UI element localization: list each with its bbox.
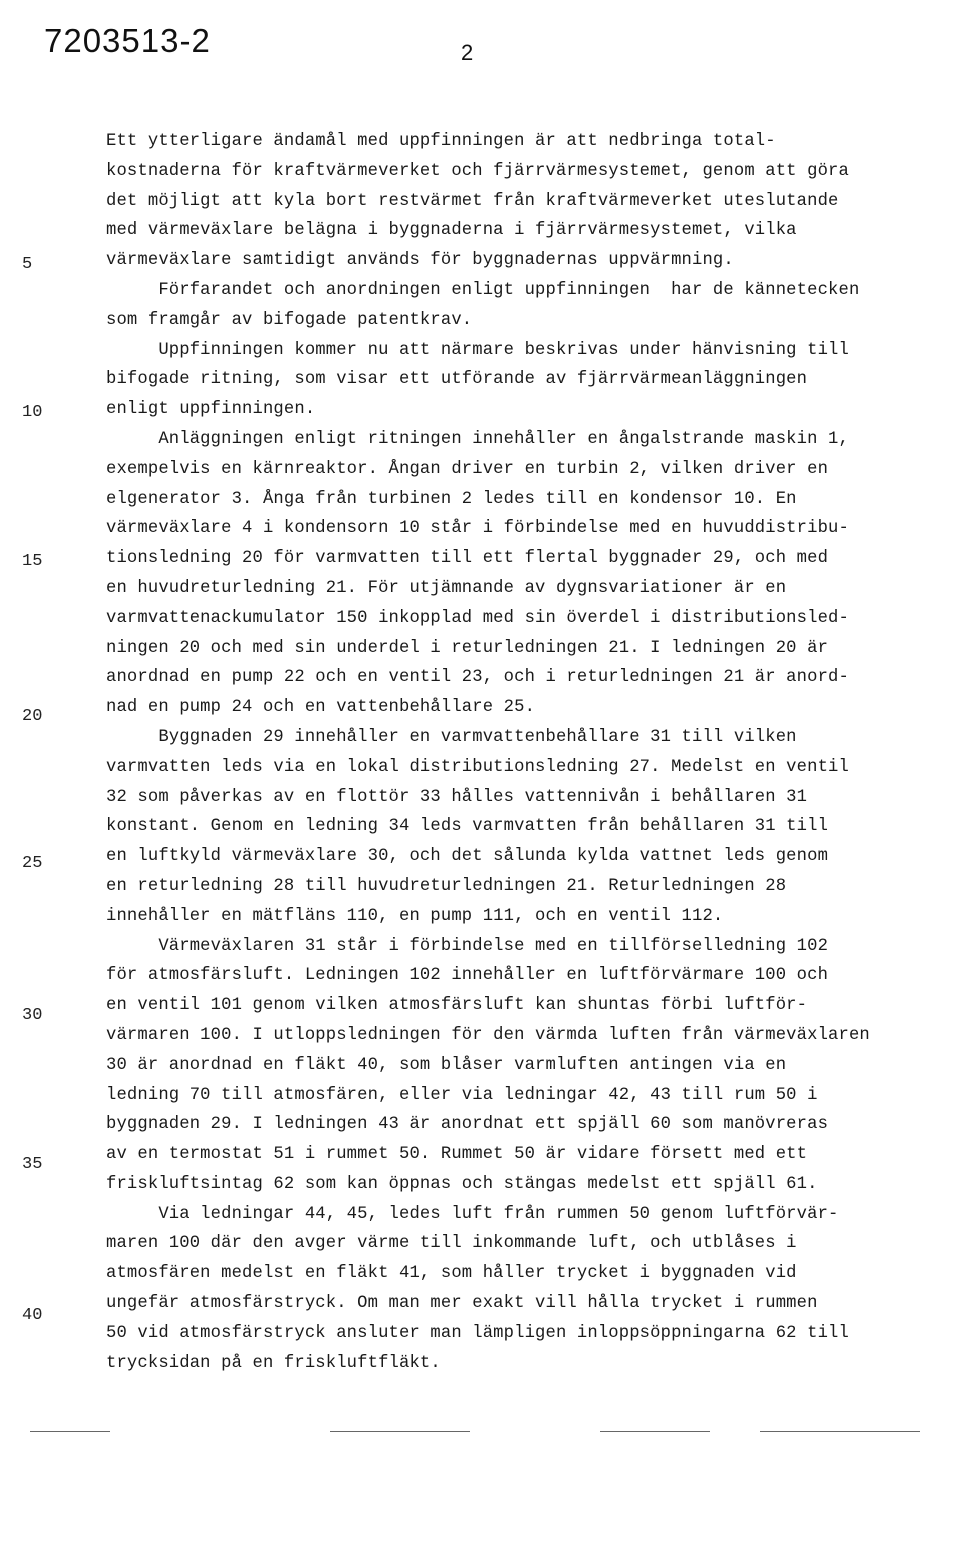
- text-line: friskluftsintag 62 som kan öppnas och stängas medelst ett spjäll 61.: [106, 1174, 818, 1194]
- text-line: bifogade ritning, som visar ett utförande av fjärrvärmeanläggningen: [106, 370, 808, 390]
- text-line: värmeväxlare 4 i kondensorn 10 står i förbindelse med en huvuddistribu-: [106, 519, 849, 539]
- text-line: en ventil 101 genom vilken atmosfärsluft kan shuntas förbi luftför-: [106, 996, 808, 1016]
- text-line: ningen 20 och med sin underdel i returledningen 21. I ledningen 20 är: [106, 638, 829, 658]
- text-line: värmaren 100. I utloppsledningen för den värmda luften från värmeväxlaren: [106, 1025, 870, 1045]
- text-line: byggnaden 29. I ledningen 43 är anordnat ett spjäll 60 som manövreras: [106, 1115, 829, 1135]
- text-line: elgenerator 3. Ånga från turbinen 2 ledes till en kondensor 10. En: [106, 489, 797, 509]
- text-line: värmeväxlare samtidigt används för byggnadernas uppvärmning.: [106, 251, 734, 271]
- text-line: varmvatten leds via en lokal distributionsledning 27. Medelst en ventil: [106, 757, 849, 777]
- text-line: Ett ytterligare ändamål med uppfinningen är att nedbringa total-: [106, 132, 776, 151]
- text-line: en returledning 28 till huvudreturledningen 21. Returledningen 28: [106, 876, 787, 896]
- text-line: enligt uppfinningen.: [106, 400, 316, 420]
- text-line: ungefär atmosfärstryck. Om man mer exakt vill hålla trycket i rummen: [106, 1294, 818, 1314]
- text-line: tionsledning 20 för varmvatten till ett flertal byggnader 29, och med: [106, 549, 829, 569]
- text-line: varmvattenackumulator 150 inkopplad med sin överdel i distributionsled-: [106, 608, 849, 628]
- text-line: atmosfären medelst en fläkt 41, som håller trycket i byggnaden vid: [106, 1264, 797, 1284]
- line-number-15: 15: [22, 552, 43, 571]
- footer-rule: [30, 1431, 110, 1433]
- footer-rule: [330, 1431, 470, 1433]
- text-line: som framgår av bifogade patentkrav.: [106, 310, 473, 330]
- text-line: det möjligt att kyla bort restvärmet från kraftvärmeverket uteslutande: [106, 191, 839, 211]
- line-number-30: 30: [22, 1006, 43, 1025]
- text-line: 50 vid atmosfärstryck ansluter man lämpligen inloppsöppningarna 62 till: [106, 1323, 849, 1343]
- line-number-35: 35: [22, 1155, 43, 1174]
- text-line: anordnad en pump 22 och en ventil 23, och i returledningen 21 är anord-: [106, 668, 849, 688]
- text-line: 30 är anordnad en fläkt 40, som blåser varmluften antingen via en: [106, 1055, 787, 1075]
- text-line: maren 100 där den avger värme till inkommande luft, och utblåses i: [106, 1234, 797, 1254]
- text-line: Förfarandet och anordningen enligt uppfinningen har de kännetecken: [106, 280, 860, 300]
- footer-rule: [600, 1431, 710, 1433]
- text-line: av en termostat 51 i rummet 50. Rummet 50 är vidare försett med ett: [106, 1145, 808, 1165]
- line-number-20: 20: [22, 707, 43, 726]
- text-line: innehåller en mätfläns 110, en pump 111, och en ventil 112.: [106, 906, 724, 926]
- line-number-40: 40: [22, 1306, 43, 1325]
- text-line: 32 som påverkas av en flottör 33 hålles vattennivån i behållaren 31: [106, 787, 808, 807]
- page-number: 2: [461, 40, 474, 65]
- text-line: trycksidan på en friskluftfläkt.: [106, 1353, 441, 1373]
- line-number-10: 10: [22, 403, 43, 422]
- text-line: en huvudreturledning 21. För utjämnande av dygnsvariationer är en: [106, 578, 787, 598]
- text-line: Uppfinningen kommer nu att närmare beskrivas under hänvisning till: [106, 340, 849, 360]
- text-line: för atmosfärsluft. Ledningen 102 innehåller en luftförvärmare 100 och: [106, 966, 829, 986]
- text-line: med värmeväxlare belägna i byggnaderna i fjärrvärmesystemet, vilka: [106, 221, 797, 241]
- text-line: Via ledningar 44, 45, ledes luft från rummen 50 genom luftförvär-: [106, 1204, 839, 1224]
- text-line: Värmeväxlaren 31 står i förbindelse med en tillförselledning 102: [106, 936, 829, 956]
- document-number: 7203513-2: [44, 22, 211, 59]
- text-line: Byggnaden 29 innehåller en varmvattenbehållare 31 till vilken: [106, 727, 797, 747]
- text-line: Anläggningen enligt ritningen innehåller en ångalstrande maskin 1,: [106, 429, 849, 449]
- text-line: exempelvis en kärnreaktor. Ångan driver en turbin 2, vilken driver en: [106, 459, 829, 479]
- line-number-25: 25: [22, 854, 43, 873]
- text-line: kostnaderna för kraftvärmeverket och fjärrvärmesystemet, genom att göra: [106, 161, 849, 181]
- body-text: [106, 127, 946, 1378]
- footer-rule: [760, 1431, 920, 1433]
- text-line: ledning 70 till atmosfären, eller via ledningar 42, 43 till rum 50 i: [106, 1085, 818, 1105]
- text-line: konstant. Genom en ledning 34 leds varmvatten från behållaren 31 till: [106, 817, 829, 837]
- line-number-5: 5: [22, 255, 33, 274]
- text-line: en luftkyld värmeväxlare 30, och det sålunda kylda vattnet leds genom: [106, 847, 829, 867]
- text-line: nad en pump 24 och en vattenbehållare 25.: [106, 698, 536, 718]
